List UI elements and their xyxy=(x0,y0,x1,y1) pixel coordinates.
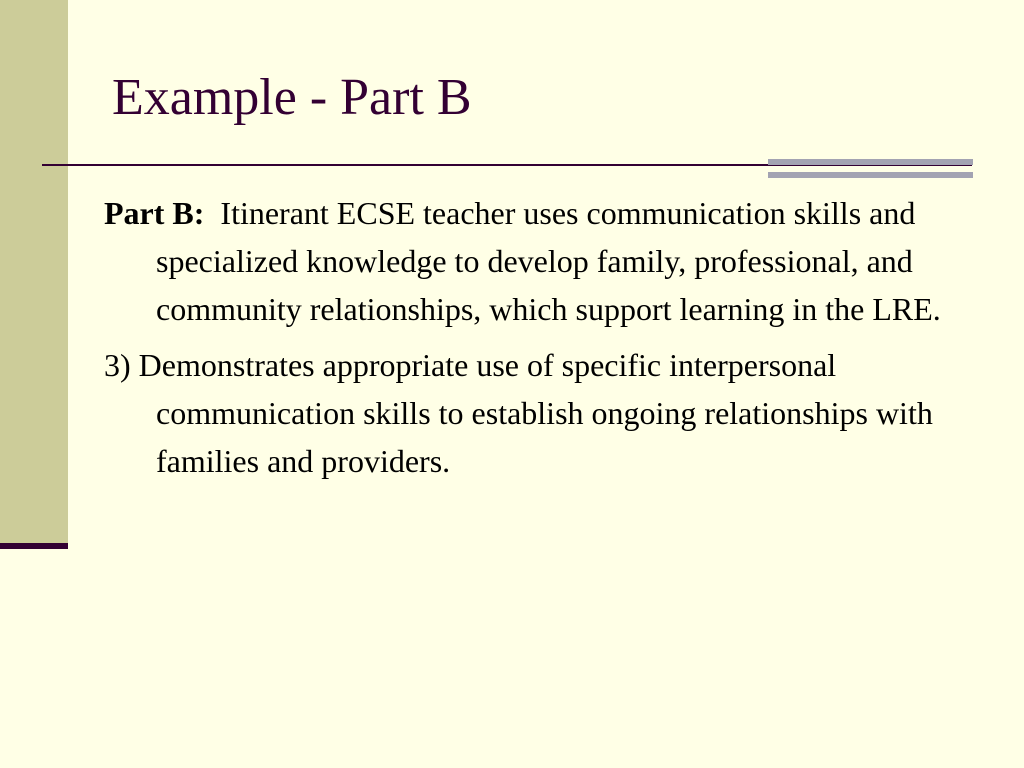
accent-stripe-top xyxy=(768,159,973,165)
accent-stripes xyxy=(768,159,973,179)
slide-title: Example - Part B xyxy=(112,69,472,126)
left-sidebar-band xyxy=(0,0,68,544)
paragraph-text: Itinerant ECSE teacher uses communication skills and specialized knowledge to develop family, professional, and community relationships, which support learning in the LRE. xyxy=(156,195,941,327)
paragraph-lead: Part B: xyxy=(104,195,205,231)
paragraph-text: 3) Demonstrates appropriate use of specific interpersonal communication skills to establish ongoing relationships with families and providers. xyxy=(104,347,933,479)
slide-body xyxy=(104,189,974,493)
body-paragraph-item-3 xyxy=(104,341,974,485)
accent-stripe-bottom xyxy=(768,172,973,178)
body-paragraph-part-b xyxy=(104,189,974,333)
left-sidebar-rule xyxy=(0,543,68,549)
